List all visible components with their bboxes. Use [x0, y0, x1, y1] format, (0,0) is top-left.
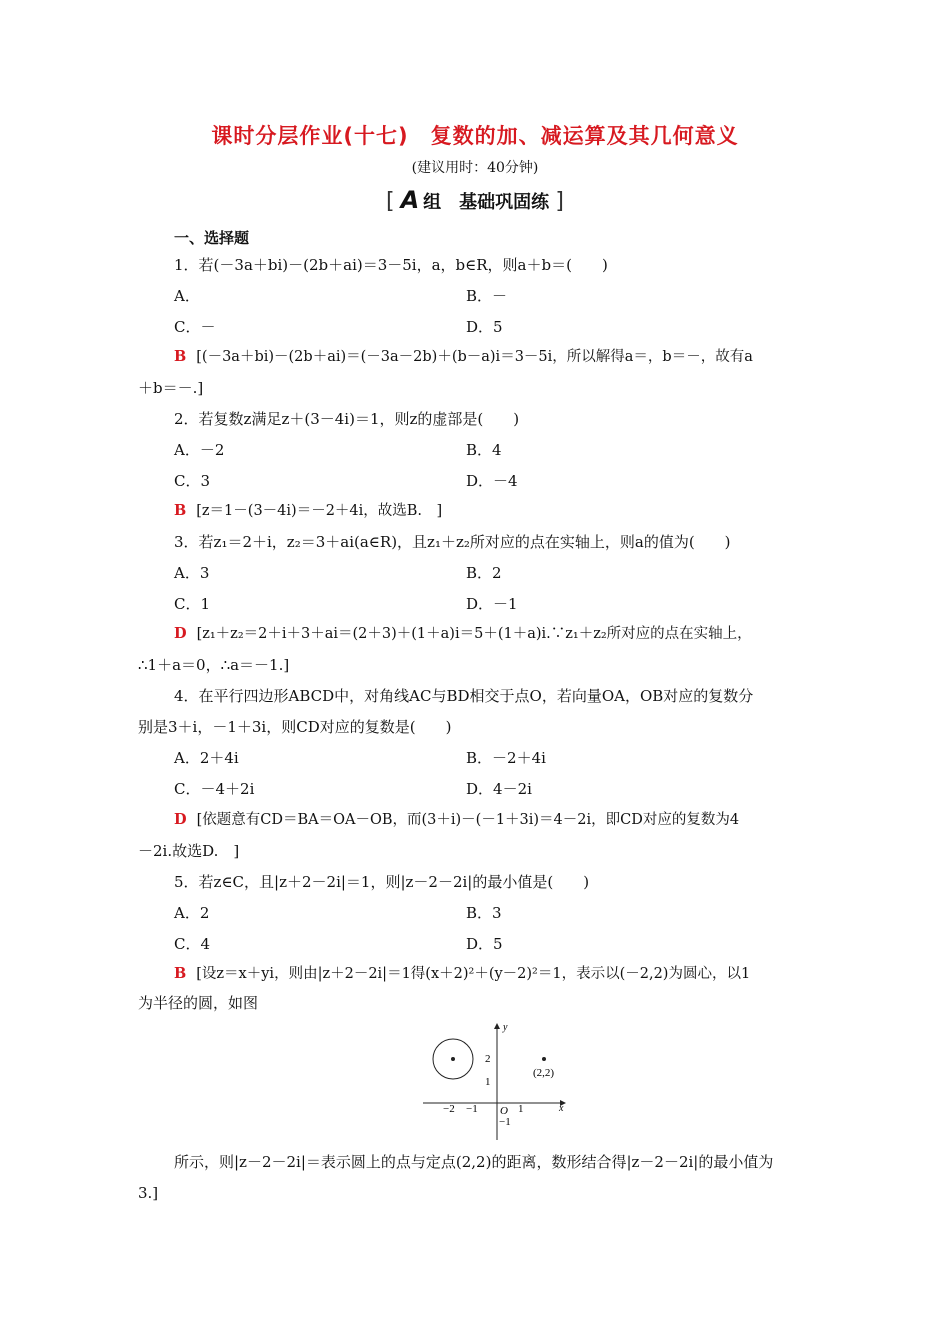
- question-2-answer: [174, 501, 442, 521]
- group-bracket-open: [: [385, 189, 395, 214]
- question-4-answer: [174, 810, 739, 830]
- y-axis-label: y: [503, 1022, 508, 1033]
- question-5-stem: 5．若z∈C，且|z＋2－2i|＝1，则|z－2－2i|的最小值是( ): [174, 873, 590, 891]
- question-3-option-a: A．3: [174, 564, 210, 582]
- question-5-answer-cont: 为半径的圆，如图: [138, 994, 259, 1012]
- question-1-answer: [174, 347, 753, 367]
- group-bracket-close: ]: [555, 189, 565, 214]
- question-2-option-c: C．3: [174, 472, 211, 490]
- circle-coordinate-figure: [415, 1018, 575, 1143]
- question-5-option-d: D．5: [466, 935, 503, 953]
- answer-letter: B: [174, 502, 187, 519]
- question-1-answer-cont: ＋b＝－.]: [138, 379, 204, 397]
- question-3-option-b: B．2: [466, 564, 502, 582]
- answer-letter: D: [174, 625, 187, 642]
- question-4-option-c: C．－4＋2i: [174, 780, 255, 798]
- question-1-option-d: D．5: [466, 318, 503, 336]
- x-tick-label: 1: [518, 1103, 524, 1115]
- origin-label: O: [500, 1105, 508, 1117]
- group-letter: A: [400, 186, 420, 214]
- question-4-stem-cont: 别是3＋i，－1＋3i，则CD对应的复数是( ): [138, 718, 452, 736]
- question-2-option-d: D．－4: [466, 472, 518, 490]
- question-5-option-c: C．4: [174, 935, 211, 953]
- answer-text: [依题意有CD＝BA＝OA－OB，而(3＋i)－(－1＋3i)＝4－2i，即CD对应的复数为4: [196, 812, 740, 828]
- question-5-answer-after-figure: 所示，则|z－2－2i|＝表示圆上的点与定点(2,2)的距离，数形结合得|z－2－2i|的最小值为: [174, 1153, 774, 1171]
- question-1-option-a: A．: [174, 287, 200, 305]
- answer-letter: B: [174, 965, 187, 982]
- x-axis-label: x: [559, 1103, 564, 1114]
- question-4-stem: 4．在平行四边形ABCD中，对角线AC与BD相交于点O，若向量OA，OB对应的复数分: [174, 687, 754, 705]
- x-tick-label: −2: [443, 1103, 455, 1115]
- question-5-option-a: A．2: [174, 904, 210, 922]
- question-4-option-a: A．2＋4i: [174, 749, 239, 767]
- page-title: 课时分层作业(十七) 复数的加、减运算及其几何意义: [211, 124, 739, 148]
- section-heading: 一、选择题: [174, 229, 250, 247]
- group-label: 组 基础巩固练: [423, 192, 550, 213]
- question-3-option-d: D．－1: [466, 595, 518, 613]
- question-3-option-c: C．1: [174, 595, 211, 613]
- question-3-answer: [174, 624, 752, 644]
- fixed-point-dot: [542, 1057, 546, 1061]
- question-1-option-c: C．－: [174, 318, 216, 336]
- suggested-time: (建议用时：40分钟): [411, 160, 539, 176]
- question-4-answer-cont: －2i.故选D. ]: [138, 842, 240, 860]
- answer-text: [z₁＋z₂＝2＋i＋3＋ai＝(2＋3)＋(1＋a)i＝5＋(1＋a)i.∵z₁＋z₂所对应的点在实轴上，: [196, 626, 752, 642]
- question-1-stem: 1．若(－3a＋bi)－(2b＋ai)＝3－5i，a，b∈R，则a＋b＝( ): [174, 256, 608, 274]
- x-tick-label: −1: [466, 1103, 478, 1115]
- question-2-option-a: A．－2: [174, 441, 225, 459]
- answer-letter: D: [174, 811, 187, 828]
- question-5-answer-end: 3.]: [138, 1184, 159, 1202]
- group-header: [0, 186, 950, 214]
- circle-center-dot: [451, 1057, 455, 1061]
- answer-letter: B: [174, 348, 187, 365]
- question-5-option-b: B．3: [466, 904, 502, 922]
- question-4-option-b: B．－2＋4i: [466, 749, 546, 767]
- question-1-option-b: B．－: [466, 287, 508, 305]
- question-5-answer: [174, 964, 750, 984]
- question-2-stem: 2．若复数z满足z＋(3－4i)＝1，则z的虚部是( ): [174, 410, 520, 428]
- question-2-option-b: B．4: [466, 441, 502, 459]
- fixed-point-label: (2,2): [533, 1067, 555, 1079]
- y-tick-label: 1: [485, 1076, 491, 1088]
- answer-text: [设z＝x＋yi，则由|z＋2－2i|＝1得(x＋2)²＋(y－2)²＝1，表示以(－2,2)为圆心，以1: [196, 966, 751, 982]
- answer-text: [z＝1－(3－4i)＝－2＋4i，故选B. ]: [196, 503, 443, 519]
- question-3-stem: 3．若z₁＝2＋i，z₂＝3＋ai(a∈R)，且z₁＋z₂所对应的点在实轴上，则a的值为( ): [174, 533, 731, 551]
- question-3-answer-cont: ∴1＋a＝0，∴a＝－1.]: [138, 656, 290, 674]
- question-4-option-d: D．4－2i: [466, 780, 532, 798]
- y-tick-label: −1: [499, 1116, 511, 1128]
- answer-text: [(－3a＋bi)－(2b＋ai)＝(－3a－2b)＋(b－a)i＝3－5i，所以解得a＝，b＝－，故有a: [196, 349, 753, 365]
- y-tick-label: 2: [485, 1053, 491, 1065]
